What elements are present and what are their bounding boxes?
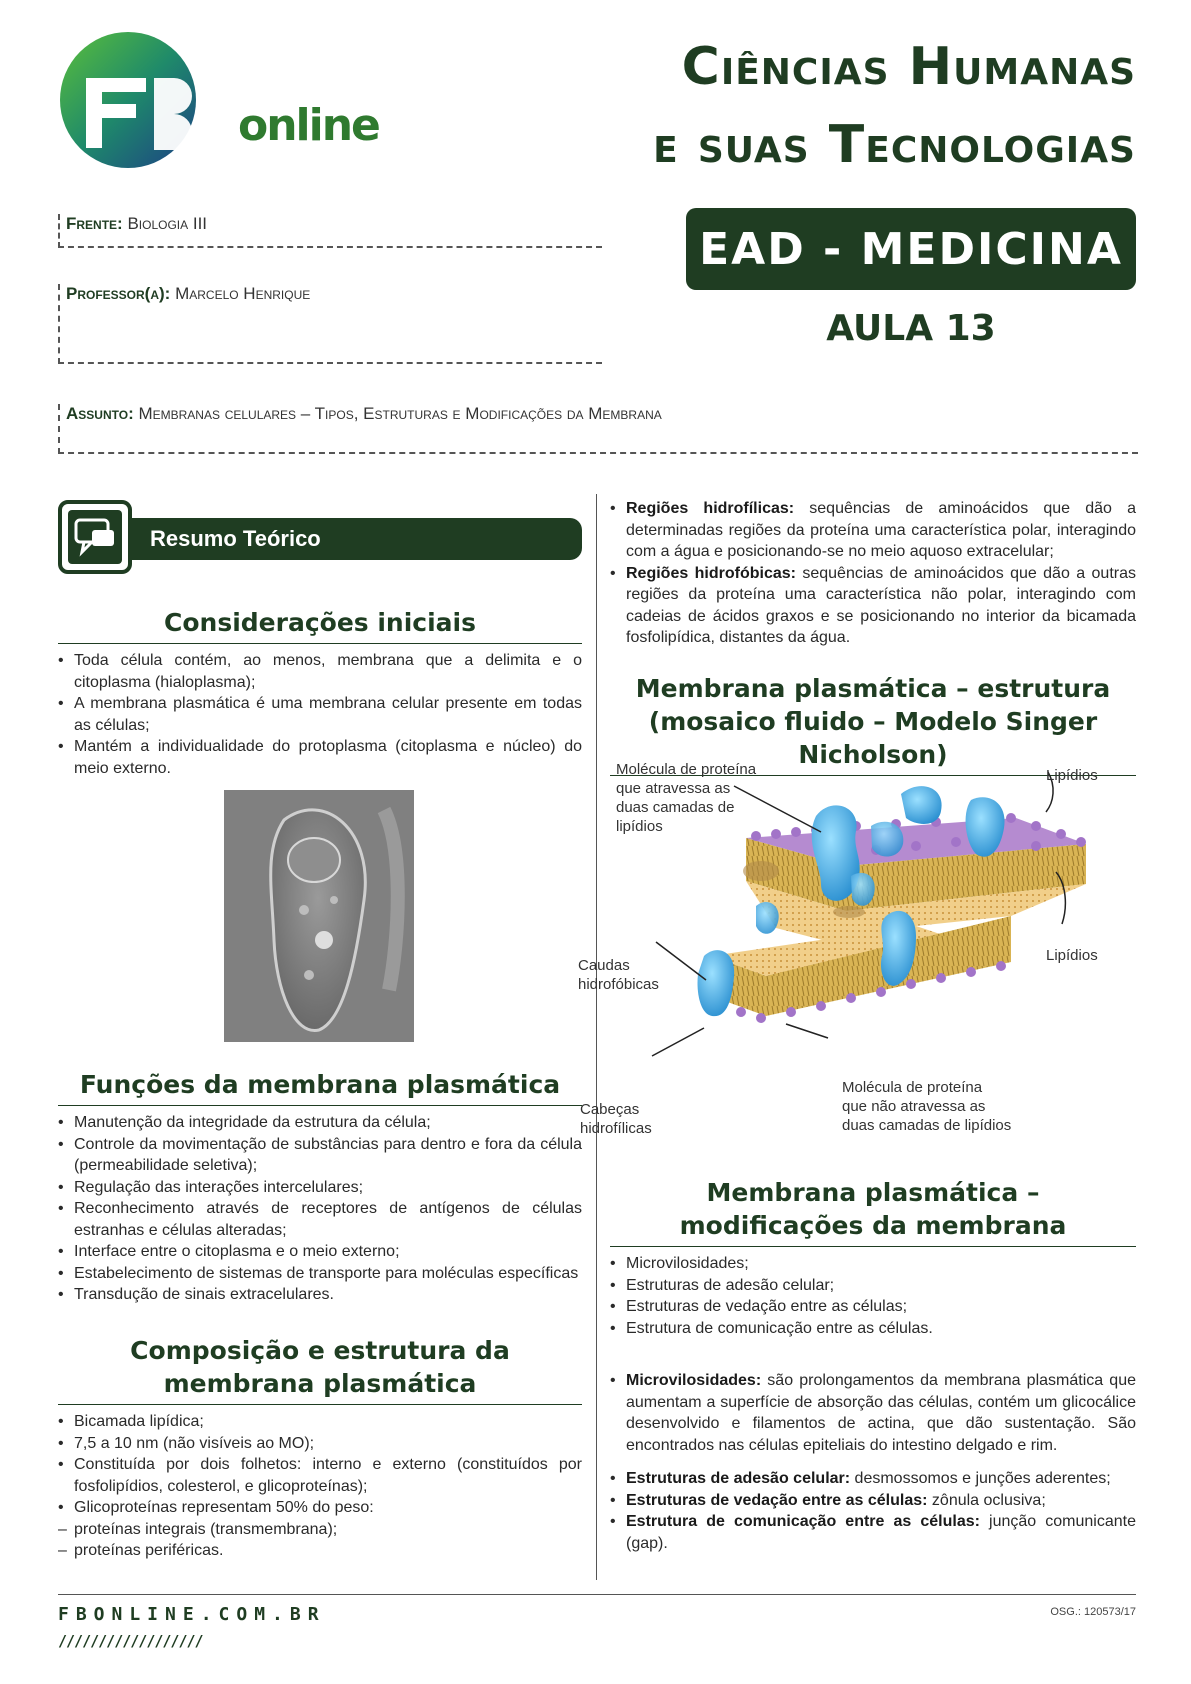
- professor-label: Professor(a):: [66, 284, 171, 303]
- cell-micrograph-image: [224, 790, 414, 1042]
- list-item: [610, 498, 1136, 563]
- modificacoes-title: [610, 1176, 1136, 1247]
- meta-assunto: [58, 404, 1138, 454]
- logo-text: online: [238, 100, 379, 151]
- detalhe-text: desmossomos e junções aderentes;: [850, 1470, 1111, 1487]
- detalhe-term: Estruturas de vedação entre as células:: [626, 1491, 928, 1509]
- list-item: • Toda célula contém, ao menos, membrana que a delimita e o citoplasma (hialoplasma);: [58, 650, 582, 693]
- footer-decoration: //////////////////: [58, 1632, 203, 1650]
- membrane-diagram: [578, 761, 1140, 1146]
- composicao-title: [58, 1334, 582, 1405]
- assunto-label: Assunto:: [66, 404, 134, 423]
- meta-professor: [58, 284, 602, 364]
- estrutura-title-line-2: (mosaico fluido – Modelo Singer Nicholson): [648, 707, 1098, 769]
- regiao-text: sequências de aminoácidos que dão a outras regiões da proteína uma característica não polar, interagindo com cadeias de ácidos graxos e se posicionando no interior da bicamada fosfolipídica, distantes da água.: [626, 564, 1136, 646]
- list-item: • A membrana plasmática é uma membrana celular presente em todas as células;: [58, 693, 582, 736]
- regioes-list: [610, 498, 1136, 649]
- composicao-title-line-2: membrana plasmática: [163, 1369, 477, 1398]
- list-sub-item: – proteínas integrais (transmembrana);: [58, 1519, 582, 1541]
- list-item: • Bicamada lipídica;: [58, 1411, 582, 1433]
- modificacoes-list: [610, 1253, 1136, 1339]
- list-item: • Reconhecimento através de receptores de antígenos de células estranhas e células alteradas;: [58, 1198, 582, 1241]
- section-modificacoes: [610, 1176, 1136, 1339]
- list-item: [610, 1370, 1136, 1456]
- list-item: • Constituída por dois folhetos: interno e externo (constituídos por fosfolipídios, colesterol, e glicoproteínas);: [58, 1454, 582, 1497]
- list-item: [610, 1490, 1136, 1512]
- label-line: Molécula de proteína: [616, 761, 757, 778]
- list-item: • Estruturas de adesão celular;: [610, 1275, 1136, 1297]
- regiao-term: Regiões hidrofílicas:: [626, 500, 795, 517]
- list-item: • Mantém a individualidade do protoplasma (citoplasma e núcleo) do meio externo.: [58, 736, 582, 779]
- list-item: • Manutenção da integridade da estrutura da célula;: [58, 1112, 582, 1134]
- regiao-text: sequências de aminoácidos que dão a determinadas regiões da proteína uma característica polar, interagindo com a água e posicionando-se no meio aquoso extracelular;: [626, 500, 1137, 560]
- brand-logo: [56, 28, 379, 178]
- label-lipids-top: Lipídios: [1046, 767, 1098, 784]
- consideracoes-list: [58, 650, 582, 779]
- section-detalhes: [610, 1370, 1136, 1554]
- detalhe-term: Microvilosidades:: [626, 1372, 762, 1389]
- list-item: • Interface entre o citoplasma e o meio externo;: [58, 1241, 582, 1263]
- composicao-list: [58, 1411, 582, 1562]
- detalhe-term: Estruturas de adesão celular:: [626, 1470, 851, 1487]
- list-item: • Estabelecimento de sistemas de transporte para moléculas específicas: [58, 1263, 582, 1285]
- ead-badge: EAD - MEDICINA: [686, 208, 1136, 290]
- label-hydrophobic-tails: [578, 956, 659, 994]
- modificacoes-title-line-1: Membrana plasmática –: [706, 1178, 1040, 1207]
- label-hydrophilic-heads: [580, 1100, 652, 1138]
- list-item: • Regulação das interações intercelulares;: [58, 1177, 582, 1199]
- title-line-2: e suas Tecnologias: [653, 115, 1136, 175]
- title-line-1: Ciências Humanas: [681, 37, 1136, 97]
- label-line: Cabeças: [580, 1101, 640, 1118]
- funcoes-title: Funções da membrana plasmática: [58, 1068, 582, 1106]
- label-line: duas camadas de: [616, 799, 735, 816]
- composicao-title-line-1: Composição e estrutura da: [130, 1336, 510, 1365]
- professor-value: Marcelo Henrique: [175, 284, 311, 303]
- footer-osg-code: OSG.: 120573/17: [1050, 1606, 1136, 1618]
- list-item: [610, 1468, 1136, 1490]
- label-line: Molécula de proteína: [842, 1079, 983, 1096]
- label-line: Caudas: [578, 957, 630, 974]
- section-regioes: [610, 498, 1136, 649]
- section-consideracoes: [58, 606, 582, 779]
- label-line: que atravessa as: [616, 780, 731, 797]
- estrutura-title-line-1: Membrana plasmática – estrutura: [635, 674, 1111, 703]
- list-item: [610, 563, 1136, 649]
- footer-divider: [58, 1594, 1136, 1595]
- detalhe-text: zônula oclusiva;: [927, 1491, 1046, 1509]
- label-lipids-side: Lipídios: [1046, 947, 1098, 964]
- label-protein-peripheral: [842, 1078, 1011, 1135]
- modificacoes-title-line-2: modificações da membrana: [679, 1211, 1067, 1240]
- detalhe-text: junção comunicante (gap).: [626, 1513, 1136, 1552]
- chat-bubble-icon: [58, 500, 132, 574]
- funcoes-list: [58, 1112, 582, 1306]
- list-item: • 7,5 a 10 nm (não visíveis ao MO);: [58, 1433, 582, 1455]
- resumo-header: [58, 500, 582, 580]
- list-item: • Estrutura de comunicação entre as células.: [610, 1318, 1136, 1340]
- footer-site-link[interactable]: FBONLINE.COM.BR: [58, 1604, 326, 1625]
- regiao-term: Regiões hidrofóbicas:: [626, 564, 796, 582]
- list-item: • Estruturas de vedação entre as células;: [610, 1296, 1136, 1318]
- label-line: hidrofílicas: [580, 1120, 652, 1137]
- consideracoes-title: Considerações iniciais: [58, 606, 582, 644]
- aula-number: AULA 13: [826, 308, 996, 349]
- logo-circle-icon: [56, 28, 206, 178]
- column-separator: [596, 494, 597, 1580]
- list-item: • Microvilosidades;: [610, 1253, 1136, 1275]
- label-protein-transmembrane: [616, 760, 756, 836]
- list-item: • Glicoproteínas representam 50% do peso:: [58, 1497, 582, 1519]
- detalhes-list: [610, 1370, 1136, 1554]
- label-line: duas camadas de lipídios: [842, 1117, 1012, 1134]
- section-composicao: [58, 1334, 582, 1562]
- label-line: hidrofóbicas: [578, 976, 659, 993]
- detalhe-text: são prolongamentos da membrana plasmática que aumentam a superfície de absorção das células, contém um glicocálice desenvolvido e filamentos de actina, que dão sustentação. São encontrados nas células epiteliais do intestino delgado e rim.: [626, 1372, 1136, 1454]
- assunto-value: Membranas celulares – Tipos, Estruturas e Modificações da Membrana: [138, 404, 662, 423]
- list-sub-item: – proteínas periféricas.: [58, 1540, 582, 1562]
- page-title: [653, 28, 1136, 184]
- list-item: • Transdução de sinais extracelulares.: [58, 1284, 582, 1306]
- label-line: lipídios: [616, 818, 663, 835]
- meta-frente: [58, 214, 602, 248]
- list-item: [610, 1511, 1136, 1554]
- section-funcoes: [58, 1068, 582, 1306]
- detalhe-term: Estrutura de comunicação entre as células:: [626, 1513, 980, 1530]
- list-item: • Controle da movimentação de substâncias para dentro e fora da célula (permeabilidade seletiva);: [58, 1134, 582, 1177]
- resumo-label: Resumo Teórico: [124, 518, 582, 560]
- frente-value: Biologia III: [127, 214, 208, 233]
- label-line: que não atravessa as: [842, 1098, 986, 1115]
- frente-label: Frente:: [66, 214, 123, 233]
